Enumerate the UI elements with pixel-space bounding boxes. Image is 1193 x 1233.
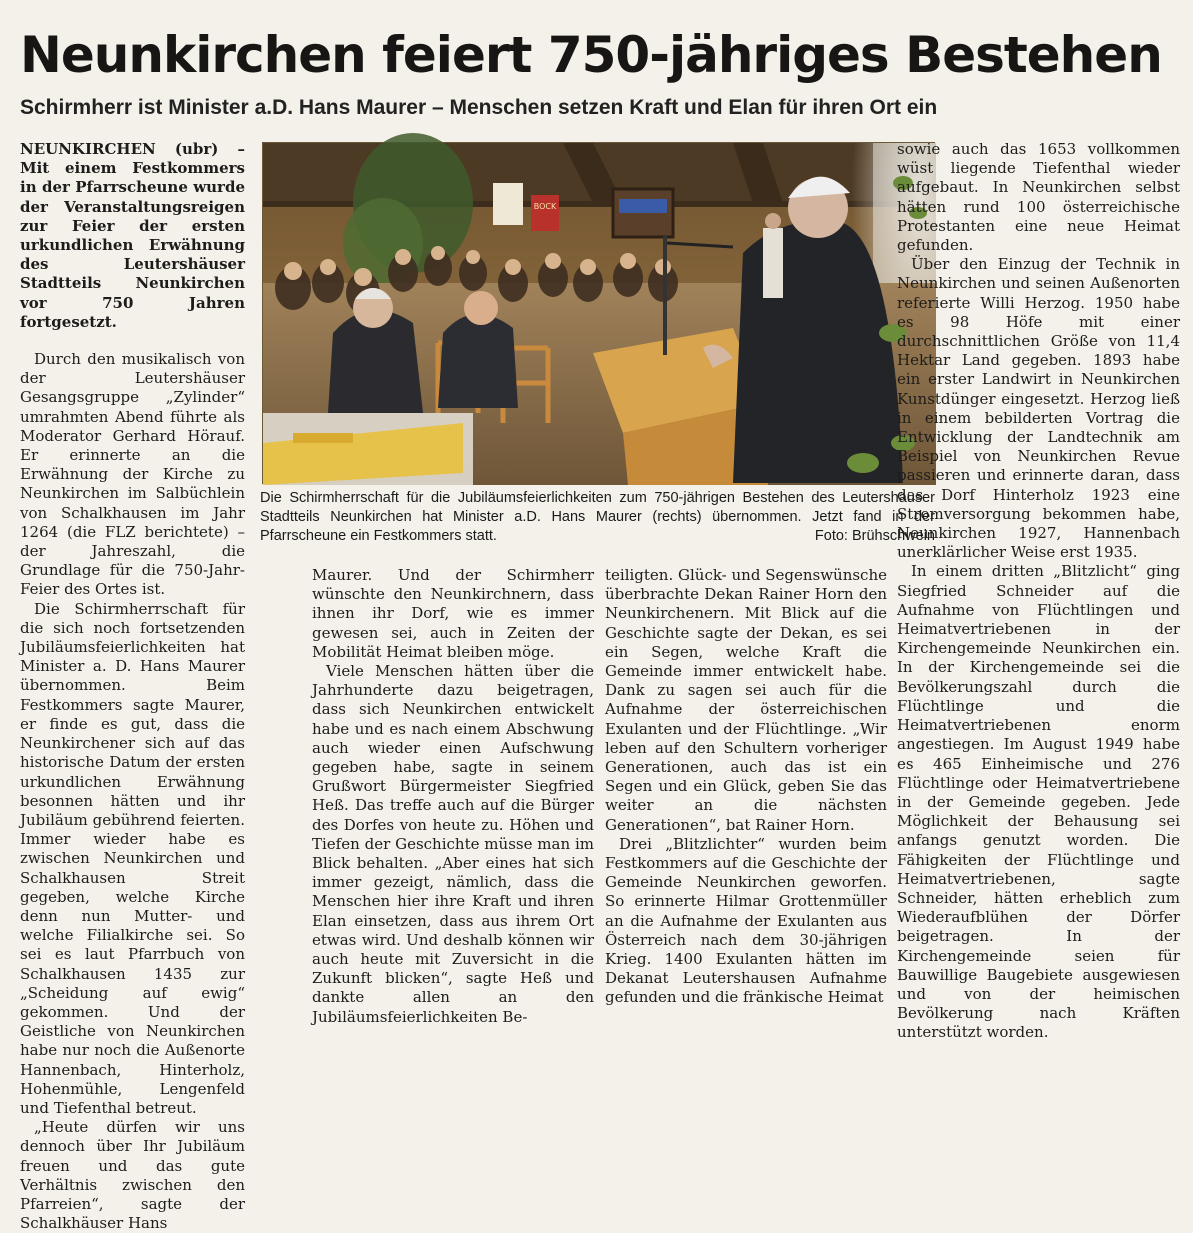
paragraph: sowie auch das 1653 vollkommen wüst liegende Tiefenthal wieder aufgebaut. In Neunkirchen selbst hätten rund 100 österreichische Protestanten eine neue Heimat gefunden. xyxy=(897,140,1180,255)
article-column-2 xyxy=(312,566,594,1027)
paragraph: Über den Einzug der Technik in Neunkirchen und seinen Außenorten referierte Willi Herzog. 1950 habe es 98 Höfe mit einer durchschnittlichen Größe von 11,4 Hektar Land gegeben. 1893 habe ein erster Landwirt in Neunkirchen Kunstdünger eingesetzt. Herzog ließ in einem bebilderten Vortrag die Entwicklung der Landtechnik am Beispiel von Neunkirchen Revue passieren und erinnerte daran, dass das Dorf Hinterholz 1923 eine Stromversorgung bekommen habe, Neunkirchen 1927, Hannenbach unerklärlicher Weise erst 1935. xyxy=(897,255,1180,562)
paragraph: Maurer. Und der Schirmherr wünschte den Neunkirchnern, dass ihnen ihr Dorf, wie es immer gewesen sei, auch in Zeiten der Mobilität Heimat bleiben möge. xyxy=(312,566,594,661)
caption-text: Die Schirmherrschaft für die Jubiläumsfeierlichkeiten zum 750-jährigen Bestehen des Leutershäuser Stadtteils Neunkirchen hat Minister a.D. Hans Maurer (rechts) übernommen. Jetzt fand in der Pfarrscheune ein Festkommers statt. xyxy=(260,490,935,544)
paragraph: In einem dritten „Blitzlicht“ ging Siegfried Schneider auf die Aufnahme von Flüchtlingen und Heimatvertriebenen in der Kirchengemeinde Neunkirchen ein. In der Kirchengemeinde sei die Bevölkerungszahl durch die Flüchtlinge und die Heimatvertriebenen enorm angestiegen. Im August 1949 habe es 465 Einheimische und 276 Flüchtlinge oder Heimatvertriebene in der Gemeinde gegeben. Jede Möglichkeit der Behausung sei anfangs genutzt worden. Die Fähigkeiten der Flüchtlinge und Heimatvertriebenen, sagte Schneider, hätten erheblich zum Wiederaufblühen der Dörfer beigetragen. In der Kirchengemeinde seien für Bauwillige Baugebiete ausgewiesen und von der heimischen Bevölkerung nach Kräften unterstützt worden. xyxy=(897,562,1180,1042)
paragraph: Durch den musikalisch von der Leutershäuser Gesangsgruppe „Zylinder“ umrahmten Abend führte als Moderator Gerhard Hörauf. Er erinnerte an die Erwähnung der Kirche zu Neunkirchen im Salbüchlein von Schalkhausen im Jahr 1264 (die FLZ berichtete) – der Jahreszahl, die Grundlage für die 750-Jahr-Feier des Ortes ist. xyxy=(20,350,245,599)
festkommers-photo-illustration xyxy=(263,143,936,485)
article-column-3 xyxy=(605,566,887,1008)
article-lead: NEUNKIRCHEN (ubr) – Mit einem Festkommers in der Pfarrscheune wurde der Veranstaltungsreigen zur Feier der ersten urkundlichen Erwähnung des Leutershäuser Stadtteils Neunkirchen vor 750 Jahren fortgesetzt. xyxy=(20,140,245,331)
paragraph: Viele Menschen hätten über die Jahrhunderte dazu beigetragen, dass sich Neunkirchen entwickelt habe und es nach einem Abschwung auch wieder einen Aufschwung gegeben habe, sagte in seinem Grußwort Bürgermeister Siegfried Heß. Das treffe auch auf die Bürger des Dorfes von heute zu. Höhen und Tiefen der Geschichte müsse man im Blick behalten. „Aber eines hat sich immer gezeigt, nämlich, dass die Menschen hier ihre Kraft und ihren Elan einsetzen, dass aus ihrem Ort etwas wird. Und deshalb können wir auch heute mit Zuversicht in die Zukunft blicken“, sagte Heß und dankte allen an den Jubiläumsfeierlichkeiten Be- xyxy=(312,662,594,1026)
article-photo xyxy=(262,142,935,484)
subheadline: Schirmherr ist Minister a.D. Hans Maurer – Menschen setzen Kraft und Elan für ihren Ort ein xyxy=(20,96,938,119)
paragraph: teiligten. Glück- und Segenswünsche überbrachte Dekan Rainer Horn den Neunkirchenern. Mit Blick auf die Geschichte sagte der Dekan, es sei ein Segen, welche Kraft die Gemeinde immer entwickelt habe. Dank zu sagen sei auch für die Aufnahme der österreichischen Exulanten und der Flüchtlinge. „Wir leben auf den Schultern vorheriger Generationen, auch das ist ein Segen und ein Glück, geben Sie das weiter an die nächsten Generationen“, bat Rainer Horn. xyxy=(605,566,887,834)
photo-caption xyxy=(260,489,935,546)
paragraph: Drei „Blitzlichter“ wurden beim Festkommers auf die Geschichte der Gemeinde Neunkirchen geworfen. So erinnerte Hilmar Grottenmüller an die Aufnahme der Exulanten aus Österreich nach dem 30-jährigen Krieg. 1400 Exulanten hätten im Dekanat Leutershausen Aufnahme gefunden und die fränkische Heimat xyxy=(605,834,887,1007)
photo-credit: Foto: Brühschwein xyxy=(814,528,935,544)
headline: Neunkirchen feiert 750-jähriges Bestehen xyxy=(20,26,1162,84)
article-column-1 xyxy=(20,140,245,1233)
paragraph: „Heute dürfen wir uns dennoch über Ihr Jubiläum freuen und das gute Verhältnis zwischen den Pfarreien“, sagte der Schalkhäuser Hans xyxy=(20,1118,245,1233)
article-column-4 xyxy=(897,140,1180,1043)
paragraph: Die Schirmherrschaft für die sich noch fortsetzenden Jubiläumsfeierlichkeiten hat Minister a. D. Hans Maurer übernommen. Beim Festkommers sagte Maurer, er finde es gut, dass die Neunkirchener sich auf das historische Datum der ersten urkundlichen Erwähnung besonnen hätten und ihr Jubiläum gebührend feierten. Immer wieder habe es zwischen Neunkirchen und Schalkhausen Streit gegeben, welche Kirche denn nun Mutter- und welche Filialkirche sei. So sei es laut Pfarrbuch von Schalkhausen 1435 zur „Scheidung auf ewig“ gekommen. Und der Geistliche von Neunkirchen habe nur noch die Außenorte Hannenbach, Hinterholz, Hohenmühle, Lengenfeld und Tiefenthal betreut. xyxy=(20,599,245,1117)
wall-sign-text: BOCK xyxy=(533,202,557,211)
